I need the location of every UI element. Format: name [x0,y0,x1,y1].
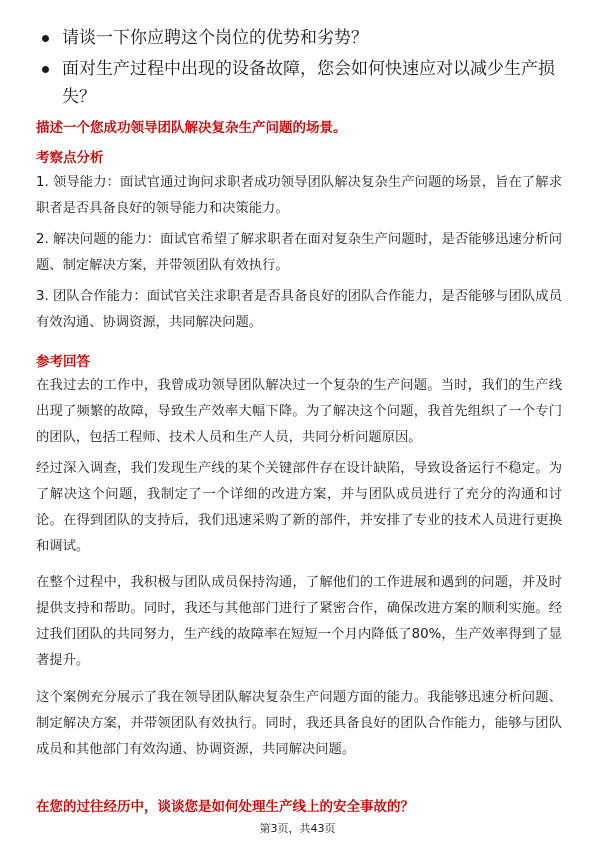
bullet-dot-icon [42,35,49,42]
bullet-item [30,24,570,52]
page-number: 第3页，共43页 [259,822,336,835]
analysis-item: 2. 解决问题的能力：面试官希望了解求职者在面对复杂生产问题时，是否能够迅速分析问题、制定解决方案，并带领团队有效执行。 [36,232,562,273]
analysis-item: 3. 团队合作能力：面试官关注求职者是否具备良好的团队合作能力，是否能够与团队成员有效沟通、协调资源，共同解决问题。 [36,289,562,330]
analysis-heading: 考察点分析 [36,150,104,166]
bullet-list [30,24,570,114]
next-question-heading: 在您的过往经历中，谈谈您是如何处理生产线上的安全事故的？ [36,799,414,815]
answer-paragraph: 在整个过程中，我积极与团队成员保持沟通，了解他们的工作进展和遇到的问题，并及时提供支持和帮助。同时，我还与其他部门进行了紧密合作，确保改进方案的顺利实施。经过我们团队的共同努力，生产线的故障率在短短一个月内降低了80%，生产效率得到了显著提升。 [36,575,562,668]
analysis-item: 1. 领导能力：面试官通过询问求职者成功领导团队解决复杂生产问题的场景，旨在了解求职者是否具备良好的领导能力和决策能力。 [36,175,562,216]
bullet-item [30,55,570,111]
answer-heading: 参考回答 [36,354,90,370]
bullet-text: 请谈一下你应聘这个岗位的优势和劣势？ [62,28,368,48]
answer-paragraph: 在我过去的工作中，我曾成功领导团队解决过一个复杂的生产问题。当时，我们的生产线出现了频繁的故障，导致生产效率大幅下降。为了解决这个问题，我首先组织了一个专门的团队，包括工程师、技术人员和生产人员，共同分析问题原因。 [36,378,562,445]
answer-paragraph: 经过深入调查，我们发现生产线的某个关键部件存在设计缺陷，导致设备运行不稳定。为了解决这个问题，我制定了一个详细的改进方案，并与团队成员进行了充分的沟通和讨论。在得到团队的支持后，我们迅速采购了新的部件，并安排了专业的技术人员进行更换和调试。 [36,461,562,554]
question-heading: 描述一个您成功领导团队解决复杂生产问题的场景。 [36,120,347,136]
bullet-text: 面对生产过程中出现的设备故障，您会如何快速应对以减少生产损失？ [62,59,555,107]
bullet-dot-icon [42,66,49,73]
answer-paragraph: 这个案例充分展示了我在领导团队解决复杂生产问题方面的能力。我能够迅速分析问题、制定解决方案，并带领团队有效执行。同时，我还具备良好的团队合作能力，能够与团队成员和其他部门有效沟通、协调资源，共同解决问题。 [36,690,562,757]
